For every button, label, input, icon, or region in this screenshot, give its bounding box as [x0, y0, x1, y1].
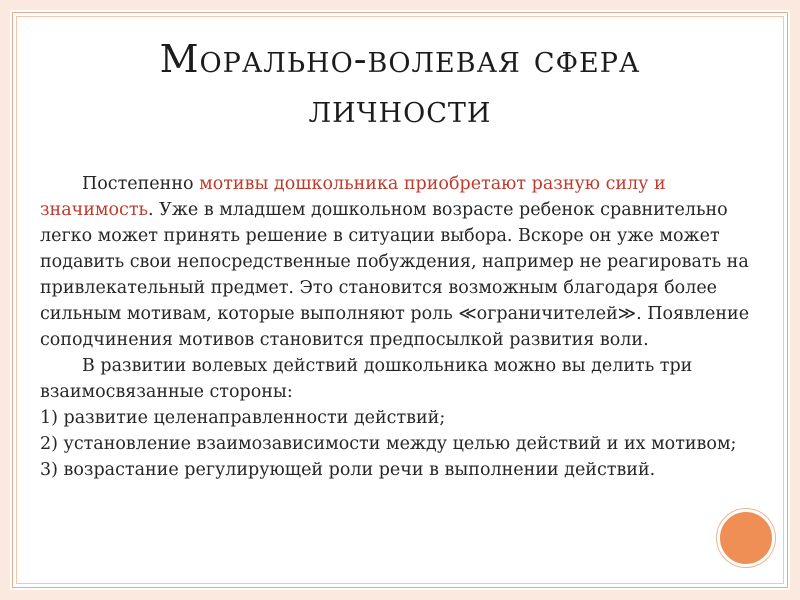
slide-body: [40, 171, 762, 483]
paragraph-1-highlight: мотивы дошкольника приобретают разную силу и значимость: [40, 174, 666, 220]
list-item-3: 3) возрастание регулирующей роли речи в выполнении действий.: [40, 460, 656, 480]
paragraph-1: [40, 171, 762, 353]
title-line-1: Морально-волевая сфера: [159, 37, 641, 81]
paragraph-2: В развитии волевых действий дошкольника можно вы делить три взаимосвязанные стороны:: [40, 356, 693, 402]
paragraph-1-prefix: Постепенно: [82, 174, 200, 194]
list-item-1: 1) развитие целенаправленности действий;: [40, 408, 446, 428]
orange-circle-decoration: [717, 509, 775, 567]
title-line-2: личности: [308, 87, 492, 131]
paragraph-1-rest: . Уже в младшем дошкольном возрасте ребенок сравнительно легко может принять решение в ситуации выбора. Вскоре он уже может подавить свои непосредственные побуждения, например не реагировать на привлекательный предмет. Это становится возможным благодаря более сильным мотивам, которые выполняют роль ≪ограничителей≫. Появление соподчинения мотивов становится предпосылкой развития воли.: [40, 200, 750, 350]
slide: [10, 10, 790, 590]
slide-title: [50, 34, 750, 134]
list-item-2: 2) установление взаимозависимости между целью действий и их мотивом;: [40, 434, 737, 454]
